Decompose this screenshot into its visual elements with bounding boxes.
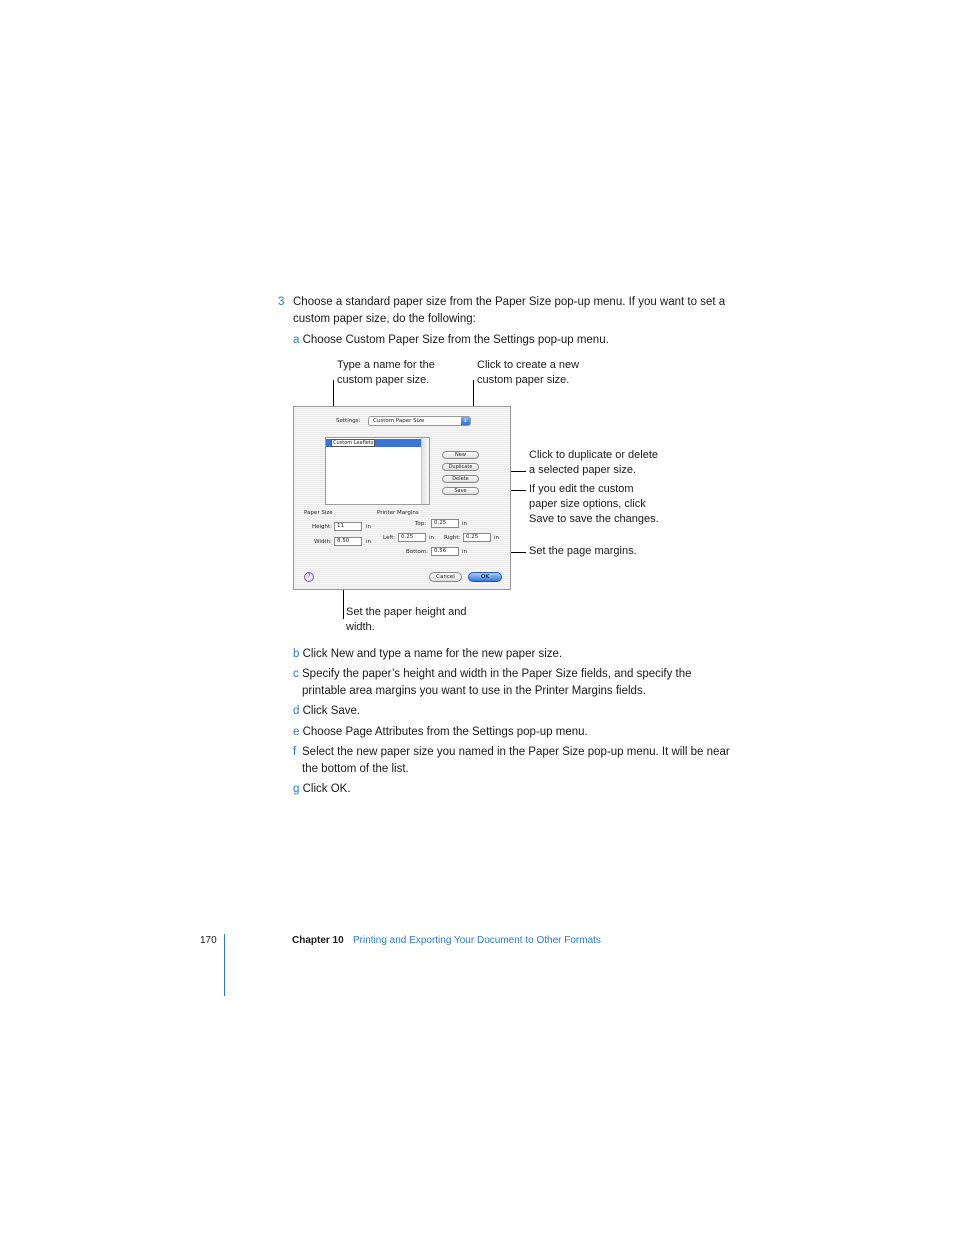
step-letter: g xyxy=(293,783,300,795)
callout-save xyxy=(529,482,659,527)
ok-button[interactable]: OK xyxy=(468,572,502,582)
step-letter: b xyxy=(293,648,300,660)
callout-name xyxy=(337,358,435,388)
settings-label: Settings: xyxy=(336,418,361,424)
step-a xyxy=(293,332,609,349)
callout-line: Click to create a new xyxy=(477,359,580,371)
step-3 xyxy=(278,294,284,311)
callout-line: paper size options, click xyxy=(529,498,646,510)
top-input[interactable]: 0.25 xyxy=(431,519,459,528)
step-letter: e xyxy=(293,726,300,738)
page-number: 170 xyxy=(200,935,217,946)
step-c-line-1: Specify the paper’s height and width in the Paper Size fields, and specify the xyxy=(302,668,692,680)
custom-paper-size-dialog xyxy=(293,406,511,590)
height-label: Height: xyxy=(312,524,333,530)
settings-popup[interactable] xyxy=(368,416,471,426)
step-g xyxy=(293,781,351,798)
step-c xyxy=(293,666,299,683)
right-label: Right: xyxy=(444,535,461,541)
callout-margins xyxy=(529,544,637,559)
callout-line: custom paper size. xyxy=(477,374,570,386)
printer-margins-title: Printer Margins xyxy=(377,510,419,516)
callout-line: Save to save the changes. xyxy=(529,513,659,525)
callout-line: width. xyxy=(346,621,375,633)
width-label: Width: xyxy=(314,539,332,545)
step-f-text xyxy=(302,744,742,778)
step-b xyxy=(293,646,562,663)
step-f-line-2: the bottom of the list. xyxy=(302,763,409,775)
save-button[interactable]: Save xyxy=(442,487,479,495)
top-unit: in xyxy=(462,521,468,527)
list-item-selected[interactable] xyxy=(326,439,429,447)
step-letter: a xyxy=(293,334,300,346)
step-c-text xyxy=(302,666,742,700)
step-d-text: Click Save. xyxy=(302,705,361,717)
step-g-text: Click OK. xyxy=(302,783,351,795)
delete-button[interactable]: Delete xyxy=(442,475,479,483)
chapter-title: Printing and Exporting Your Document to Other Formats xyxy=(353,935,601,946)
bottom-label: Bottom: xyxy=(406,549,429,555)
popup-arrows-icon: ⇕ xyxy=(461,417,470,425)
cancel-button[interactable]: Cancel xyxy=(429,572,462,582)
step-e-text: Choose Page Attributes from the Settings pop-up menu. xyxy=(302,726,588,738)
callout-new xyxy=(477,358,579,388)
bottom-unit: in xyxy=(462,549,468,555)
right-unit: in xyxy=(494,535,500,541)
callout-line: Set the paper height and xyxy=(346,606,467,618)
paper-size-list[interactable] xyxy=(325,437,430,505)
callout-duplicate xyxy=(529,448,658,478)
step-f xyxy=(293,744,296,761)
step-e xyxy=(293,724,588,741)
step-d xyxy=(293,703,360,720)
step-letter: c xyxy=(293,668,299,680)
step-3-line-2: custom paper size, do the following: xyxy=(293,313,476,325)
step-a-text: Choose Custom Paper Size from the Settings pop-up menu. xyxy=(302,334,609,346)
step-3-text xyxy=(293,294,743,328)
callout-line: custom paper size. xyxy=(337,374,430,386)
list-scrollbar[interactable] xyxy=(421,438,429,504)
chapter-label: Chapter 10 xyxy=(292,935,344,946)
height-input[interactable]: 11 xyxy=(334,522,362,531)
paper-size-title: Paper Size xyxy=(304,510,333,516)
width-input[interactable]: 8.50 xyxy=(334,537,362,546)
step-f-line-1: Select the new paper size you named in the Paper Size pop-up menu. It will be near xyxy=(302,746,730,758)
list-item-name-input[interactable]: Custom Leaflets xyxy=(333,440,374,446)
height-unit: in xyxy=(366,524,372,530)
step-letter: d xyxy=(293,705,300,717)
bottom-input[interactable]: 0.56 xyxy=(431,547,459,556)
callout-line: Type a name for the xyxy=(337,359,435,371)
help-icon[interactable]: ? xyxy=(304,572,314,582)
footer-rule xyxy=(224,934,225,996)
top-label: Top: xyxy=(415,521,427,527)
step-c-line-2: printable area margins you want to use in the Printer Margins fields. xyxy=(302,685,646,697)
step-letter: f xyxy=(293,746,297,758)
callout-line: a selected paper size. xyxy=(529,464,637,476)
right-input[interactable]: 0.25 xyxy=(463,533,491,542)
step-b-text: Click New and type a name for the new paper size. xyxy=(302,648,563,660)
step-number: 3 xyxy=(278,296,285,308)
step-3-line-1: Choose a standard paper size from the Paper Size pop-up menu. If you want to set a xyxy=(293,296,726,308)
callout-line: Click to duplicate or delete xyxy=(529,449,659,461)
callout-paper-size xyxy=(346,605,466,635)
left-label: Left: xyxy=(383,535,396,541)
left-unit: in xyxy=(429,535,435,541)
callout-line: If you edit the custom xyxy=(529,483,634,495)
left-input[interactable]: 0.25 xyxy=(398,533,426,542)
callout-line: Set the page margins. xyxy=(529,545,637,557)
settings-value: Custom Paper Size xyxy=(373,418,425,424)
new-button[interactable]: New xyxy=(442,451,479,459)
width-unit: in xyxy=(366,539,372,545)
duplicate-button[interactable]: Duplicate xyxy=(442,463,479,471)
